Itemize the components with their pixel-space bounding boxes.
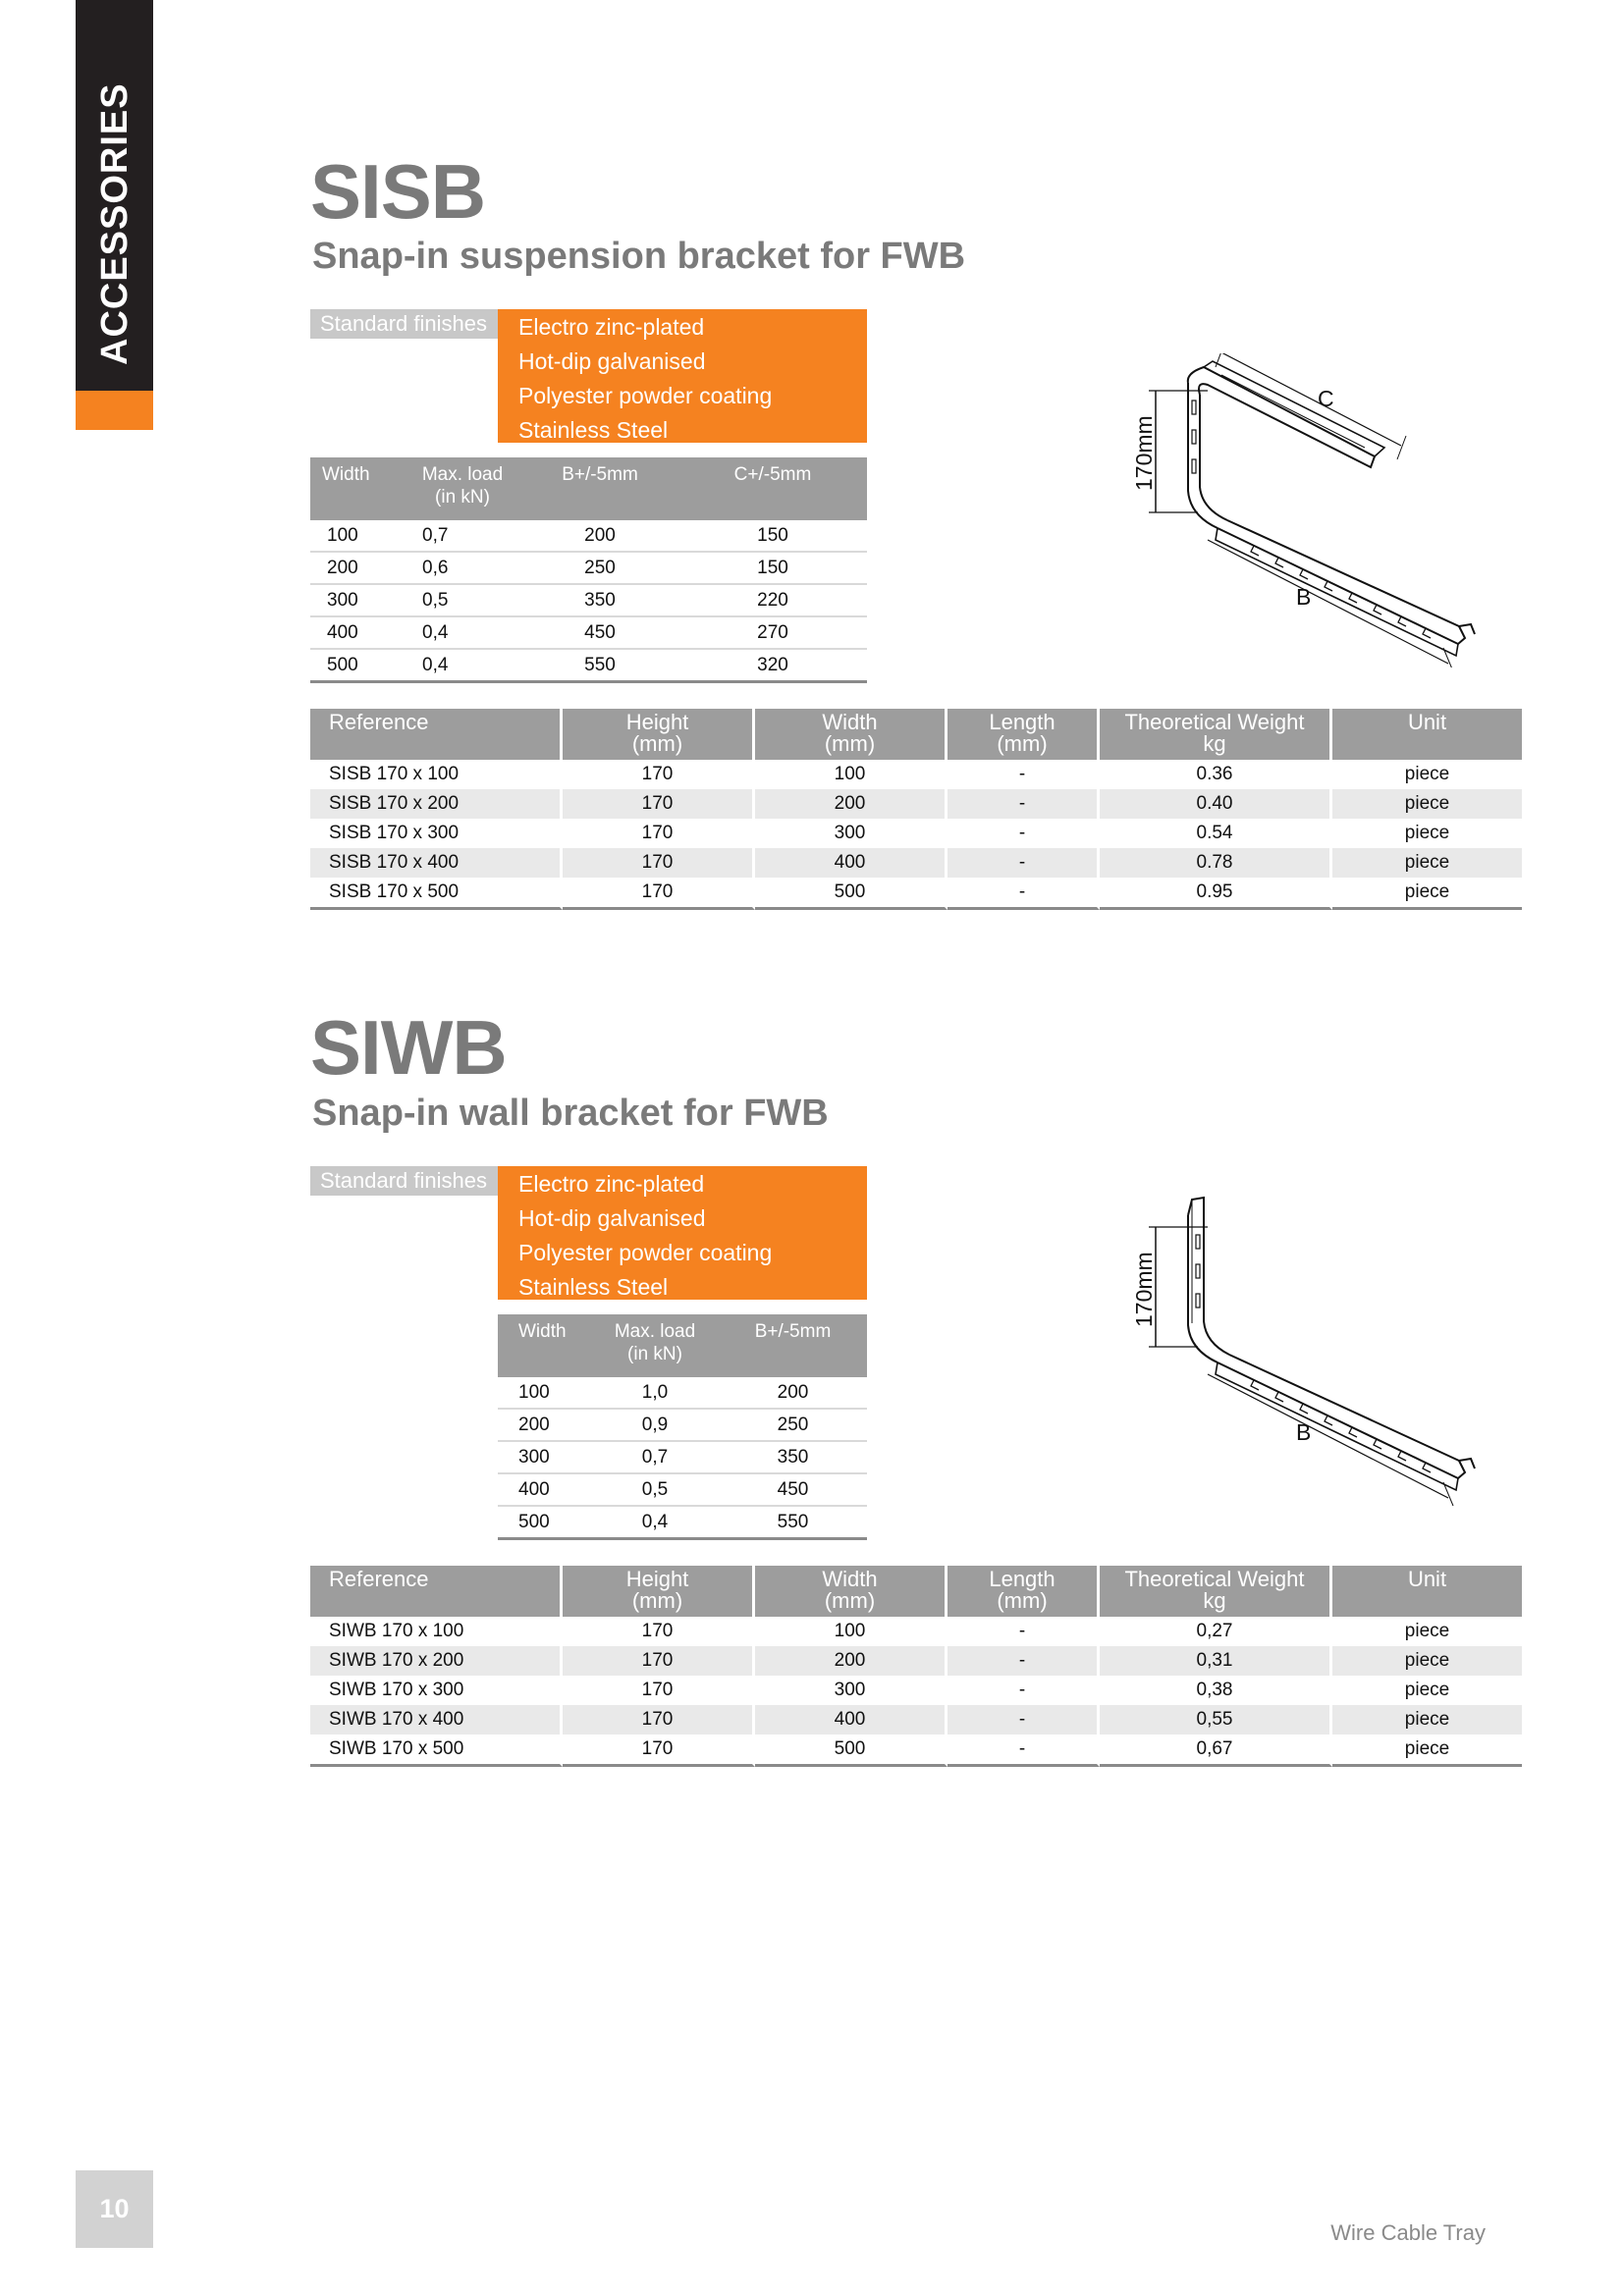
cell-unit: piece	[1332, 789, 1522, 819]
cell-height: 170	[563, 760, 755, 789]
cell-width: 100	[755, 760, 947, 789]
cell-length: -	[947, 760, 1100, 789]
spec-cell: 150	[678, 520, 867, 552]
spec-cell: 300	[310, 584, 404, 616]
footer-title: Wire Cable Tray	[1330, 2220, 1486, 2245]
table-row	[310, 819, 1522, 848]
spec-cell: 250	[719, 1409, 867, 1441]
finish-item: Polyester powder coating	[518, 383, 773, 408]
cell-unit: piece	[1404, 823, 1450, 843]
cell-weight: 0,31	[1100, 1646, 1332, 1676]
siwb-subtitle: Snap-in wall bracket for FWB	[312, 1093, 829, 1134]
finish-item: Polyester powder coating	[518, 1240, 773, 1265]
cell-height: 170	[563, 1735, 755, 1767]
cell-reference: SISB 170 x 400	[310, 848, 563, 878]
cell-unit: piece	[1404, 764, 1450, 784]
cell-height: 170	[563, 789, 755, 819]
spec-cell: 220	[678, 584, 867, 616]
table-row	[310, 1646, 1522, 1676]
sisb-b-label: B	[1296, 584, 1312, 610]
spec-row	[310, 616, 867, 649]
spec-cell: 1,0	[591, 1377, 719, 1409]
table-row	[310, 789, 1522, 819]
spec-row	[498, 1377, 867, 1409]
cell-length: -	[947, 819, 1100, 848]
cell-height: 170	[563, 1617, 755, 1646]
spec-cell: 550	[719, 1506, 867, 1539]
cell-width: 500	[755, 1735, 947, 1767]
table-row	[310, 760, 1522, 789]
cell-height: 170	[563, 1676, 755, 1705]
header-height: Height (mm)	[563, 709, 755, 760]
cell-width: 200	[755, 1646, 947, 1676]
cell-unit: piece	[1332, 878, 1522, 910]
cell-reference: SISB 170 x 500	[310, 878, 563, 910]
finish-item: Stainless Steel	[518, 417, 669, 443]
cell-length: -	[947, 1646, 1100, 1676]
spec-cell: 0,6	[404, 552, 521, 584]
cell-reference: SIWB 170 x 500	[310, 1735, 563, 1767]
spec-row	[310, 649, 867, 682]
spec-cell: 350	[521, 584, 678, 616]
siwb-height-label: 170mm	[1131, 1252, 1157, 1327]
sisb-finishes-label: Standard finishes	[310, 309, 498, 339]
spec-cell: 200	[521, 520, 678, 552]
spec-row	[310, 520, 867, 552]
spec-header-b: B+/-5mm	[521, 457, 678, 520]
cell-unit: piece	[1332, 1646, 1522, 1676]
header-length: Length (mm)	[947, 709, 1100, 760]
header-width: Width (mm)	[755, 709, 947, 760]
siwb-spec-table	[498, 1314, 867, 1540]
siwb-finishes-list	[498, 1166, 867, 1300]
cell-reference: SISB 170 x 300	[310, 819, 563, 848]
cell-weight: 0.54	[1100, 819, 1332, 848]
spec-header-row	[498, 1314, 867, 1377]
spec-cell: 200	[498, 1409, 591, 1441]
cell-weight: 0.36	[1100, 760, 1332, 789]
cell-weight: 0.40	[1100, 789, 1332, 819]
spec-cell: 500	[498, 1506, 591, 1539]
header-reference: Reference	[310, 709, 563, 760]
spec-header-width: Width	[498, 1314, 591, 1377]
spec-cell: 200	[310, 552, 404, 584]
cell-length: -	[947, 1617, 1100, 1646]
spec-header-max-load: Max. load (in kN)	[404, 457, 521, 520]
finish-item: Electro zinc-plated	[518, 314, 705, 340]
cell-length: -	[947, 878, 1100, 910]
siwb-title: SIWB	[310, 1004, 507, 1091]
page-number: 10	[76, 2170, 153, 2248]
cell-weight: 0,38	[1100, 1676, 1332, 1705]
side-tab-label: ACCESSORIES	[94, 82, 135, 365]
spec-cell: 500	[310, 649, 404, 682]
finish-item: Stainless Steel	[518, 1274, 669, 1300]
cell-height: 170	[563, 848, 755, 878]
spec-cell: 100	[498, 1377, 591, 1409]
spec-row	[498, 1441, 867, 1473]
sisb-height-label: 170mm	[1131, 415, 1157, 491]
spec-cell: 0,4	[404, 616, 521, 649]
spec-cell: 450	[719, 1473, 867, 1506]
cell-width: 400	[755, 848, 947, 878]
spec-cell: 0,4	[591, 1506, 719, 1539]
cell-height: 170	[563, 878, 755, 910]
cell-weight: 0,67	[1100, 1735, 1332, 1767]
table-row	[310, 848, 1522, 878]
cell-width: 300	[755, 1676, 947, 1705]
cell-width: 100	[755, 1617, 947, 1646]
cell-weight: 0.95	[1100, 878, 1332, 910]
cell-height: 170	[563, 1705, 755, 1735]
cell-height: 170	[563, 819, 755, 848]
cell-length: -	[947, 1676, 1100, 1705]
finish-item: Electro zinc-plated	[518, 1171, 705, 1197]
sisb-product-table	[310, 709, 1522, 910]
spec-header-row	[310, 457, 867, 520]
finish-item: Hot-dip galvanised	[518, 348, 706, 374]
cell-unit: piece	[1332, 1705, 1522, 1735]
siwb-bracket-diagram	[1119, 1188, 1492, 1512]
cell-unit: piece	[1404, 1680, 1450, 1700]
sisb-c-label: C	[1318, 386, 1334, 411]
spec-cell: 450	[521, 616, 678, 649]
siwb-product-table	[310, 1566, 1522, 1767]
spec-cell: 250	[521, 552, 678, 584]
table-row	[310, 1735, 1522, 1767]
finish-item: Hot-dip galvanised	[518, 1205, 706, 1231]
table-row	[310, 1705, 1522, 1735]
spec-cell: 350	[719, 1441, 867, 1473]
cell-width: 300	[755, 819, 947, 848]
cell-weight: 0,27	[1100, 1617, 1332, 1646]
sisb-title: SISB	[310, 148, 486, 235]
header-height: Height (mm)	[563, 1566, 755, 1617]
spec-cell: 320	[678, 649, 867, 682]
cell-width: 500	[755, 878, 947, 910]
spec-cell: 100	[310, 520, 404, 552]
spec-row	[310, 584, 867, 616]
cell-reference: SIWB 170 x 300	[310, 1676, 563, 1705]
spec-row	[310, 552, 867, 584]
cell-width: 400	[755, 1705, 947, 1735]
spec-cell: 400	[498, 1473, 591, 1506]
spec-cell: 300	[498, 1441, 591, 1473]
cell-reference: SIWB 170 x 100	[310, 1617, 563, 1646]
spec-cell: 0,5	[404, 584, 521, 616]
sisb-bracket-diagram	[1119, 353, 1492, 667]
cell-reference: SIWB 170 x 200	[310, 1646, 563, 1676]
cell-unit: piece	[1332, 1735, 1522, 1767]
spec-cell: 400	[310, 616, 404, 649]
header-weight: Theoretical Weight kg	[1100, 709, 1332, 760]
table-row	[310, 1676, 1522, 1705]
cell-reference: SIWB 170 x 400	[310, 1705, 563, 1735]
header-unit: Unit	[1332, 709, 1522, 760]
cell-length: -	[947, 789, 1100, 819]
spec-header-width: Width	[310, 457, 404, 520]
spec-cell: 200	[719, 1377, 867, 1409]
spec-cell: 0,9	[591, 1409, 719, 1441]
cell-height: 170	[563, 1646, 755, 1676]
siwb-finishes-label: Standard finishes	[310, 1166, 498, 1196]
header-length: Length (mm)	[947, 1566, 1100, 1617]
cell-weight: 0,55	[1100, 1705, 1332, 1735]
header-weight: Theoretical Weight kg	[1100, 1566, 1332, 1617]
cell-reference: SISB 170 x 100	[310, 760, 563, 789]
table-row	[310, 878, 1522, 910]
cell-unit: piece	[1404, 1621, 1450, 1641]
siwb-b-label: B	[1296, 1419, 1312, 1445]
spec-cell: 550	[521, 649, 678, 682]
spec-row	[498, 1409, 867, 1441]
spec-header-c: C+/-5mm	[678, 457, 867, 520]
cell-reference: SISB 170 x 200	[310, 789, 563, 819]
spec-cell: 0,7	[591, 1441, 719, 1473]
product-header-row	[310, 709, 1522, 760]
header-width: Width (mm)	[755, 1566, 947, 1617]
spec-header-b: B+/-5mm	[719, 1314, 867, 1377]
spec-row	[498, 1473, 867, 1506]
spec-cell: 150	[678, 552, 867, 584]
cell-length: -	[947, 848, 1100, 878]
spec-cell: 0,7	[404, 520, 521, 552]
sisb-finishes-list	[498, 309, 867, 443]
cell-length: -	[947, 1735, 1100, 1767]
sisb-spec-table	[310, 457, 867, 683]
table-row	[310, 1617, 1522, 1646]
cell-weight: 0.78	[1100, 848, 1332, 878]
side-tab-accent	[76, 391, 153, 430]
spec-cell: 0,5	[591, 1473, 719, 1506]
cell-unit: piece	[1332, 848, 1522, 878]
spec-cell: 270	[678, 616, 867, 649]
cell-length: -	[947, 1705, 1100, 1735]
cell-width: 200	[755, 789, 947, 819]
spec-cell: 0,4	[404, 649, 521, 682]
spec-header-max-load: Max. load (in kN)	[591, 1314, 719, 1377]
header-reference: Reference	[310, 1566, 563, 1617]
product-header-row	[310, 1566, 1522, 1617]
sisb-subtitle: Snap-in suspension bracket for FWB	[312, 236, 966, 277]
spec-row	[498, 1506, 867, 1539]
header-unit: Unit	[1332, 1566, 1522, 1617]
